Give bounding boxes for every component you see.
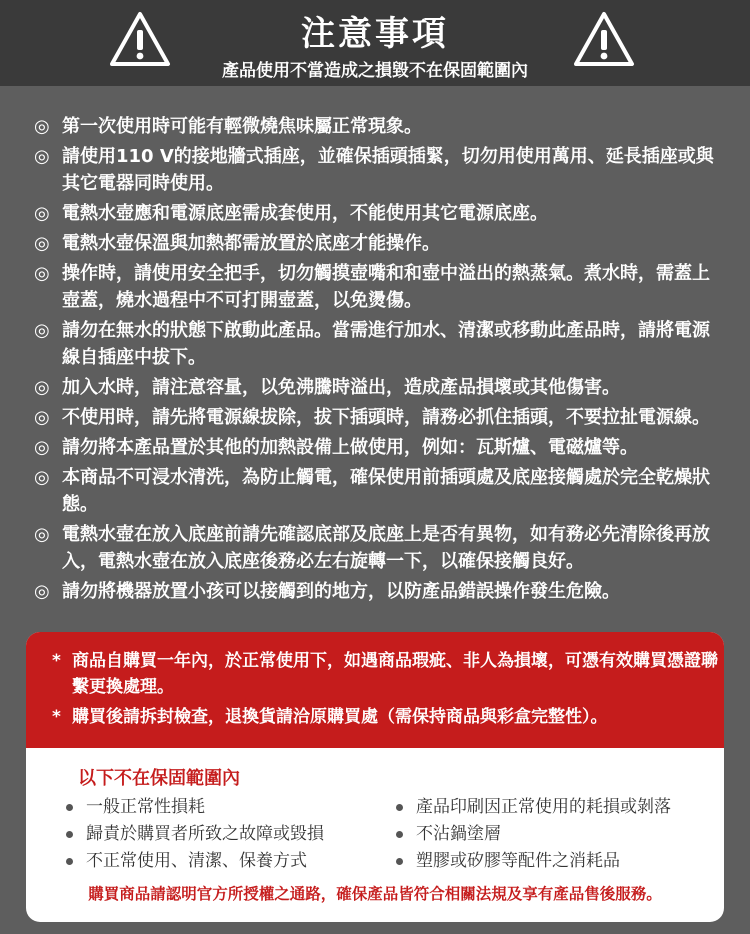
circle-bullet-icon: ◎	[34, 146, 50, 167]
circle-bullet-icon: ◎	[34, 263, 50, 284]
notice-text: 加入水時，請注意容量，以免沸騰時溢出，造成產品損壞或其他傷害。	[62, 377, 620, 398]
notice-text: 電熱水壺保溫與加熱都需放置於底座才能操作。	[62, 233, 440, 254]
footer-notice: 購買商品請認明官方所授權之通路，確保產品皆符合相關法規及享有產品售後服務。	[88, 885, 662, 903]
circle-bullet-icon: ◎	[34, 320, 50, 341]
notice-item	[34, 230, 724, 257]
notice-text: 第一次使用時可能有輕微燒焦味屬正常現象。	[62, 116, 422, 137]
circle-bullet-icon: ◎	[34, 233, 50, 254]
circle-bullet-icon: ◎	[34, 437, 50, 458]
asterisk-icon: *	[52, 707, 61, 727]
page-title: 注意事項	[301, 14, 449, 54]
exclusions-title: 以下不在保固範圍內	[78, 768, 240, 789]
circle-bullet-icon: ◎	[34, 377, 50, 398]
notice-text: 請使用110 V的接地牆式插座，並確保插頭插緊，切勿用使用萬用、延長插座或與其它電器同時使用。	[62, 146, 714, 194]
notice-item	[34, 143, 724, 197]
notice-item	[34, 464, 724, 518]
notice-text: 操作時，請使用安全把手，切勿觸摸壺嘴和和壺中溢出的熱蒸氣。煮水時，需蓋上壺蓋，燒水過程中不可打開壺蓋，以免燙傷。	[62, 263, 710, 311]
notice-text: 請勿將機器放置小孩可以接觸到的地方，以防產品錯誤操作發生危險。	[62, 581, 620, 602]
notice-item	[34, 317, 724, 371]
warranty-box	[26, 632, 724, 748]
circle-bullet-icon: ◎	[34, 467, 50, 488]
notice-item	[34, 434, 724, 461]
warranty-panel	[26, 632, 724, 922]
list-item: 產品印刷因正常使用的耗損或剝落	[394, 794, 671, 821]
list-item: 塑膠或矽膠等配件之消耗品	[394, 848, 671, 875]
exclusions-list-right	[394, 794, 671, 875]
notice-item	[34, 113, 724, 140]
circle-bullet-icon: ◎	[34, 407, 50, 428]
circle-bullet-icon: ◎	[34, 203, 50, 224]
warranty-line	[52, 648, 724, 700]
notice-text: 不使用時，請先將電源線拔除，拔下插頭時，請務必抓住插頭，不要拉扯電源線。	[62, 407, 710, 428]
list-item: 不沾鍋塗層	[394, 821, 671, 848]
warranty-text: 購買後請拆封檢查，退換貨請洽原購買處（需保持商品與彩盒完整性）。	[72, 707, 608, 727]
notice-text: 電熱水壺在放入底座前請先確認底部及底座上是否有異物，如有務必先清除後再放入，電熱水壺在放入底座後務必左右旋轉一下，以確保接觸良好。	[62, 524, 710, 572]
notice-item	[34, 260, 724, 314]
warning-triangle-icon	[572, 10, 636, 68]
notice-item	[34, 200, 724, 227]
header-bar	[0, 0, 750, 86]
notice-list	[34, 113, 724, 608]
warranty-line	[52, 704, 724, 730]
list-item: 歸責於購買者所致之故障或毀損	[64, 821, 324, 848]
warranty-text: 商品自購買一年內，於正常使用下，如遇商品瑕疵、非人為損壞，可憑有效購買憑證聯繫更換處理。	[72, 651, 718, 697]
notice-text: 電熱水壺應和電源底座需成套使用，不能使用其它電源底座。	[62, 203, 548, 224]
notice-item	[34, 578, 724, 605]
notice-text: 請勿將本產品置於其他的加熱設備上做使用，例如：瓦斯爐、電磁爐等。	[62, 437, 638, 458]
notice-text: 請勿在無水的狀態下啟動此產品。當需進行加水、清潔或移動此產品時，請將電源線自插座中拔下。	[62, 320, 710, 368]
notice-item	[34, 521, 724, 575]
list-item: 一般正常性損耗	[64, 794, 324, 821]
notice-item	[34, 404, 724, 431]
circle-bullet-icon: ◎	[34, 581, 50, 602]
asterisk-icon: *	[52, 651, 61, 671]
notice-text: 本商品不可浸水清洗，為防止觸電，確保使用前插頭處及底座接觸處於完全乾燥狀態。	[62, 467, 710, 515]
page-subtitle: 產品使用不當造成之損毀不在保固範圍內	[222, 61, 528, 81]
notice-item	[34, 374, 724, 401]
circle-bullet-icon: ◎	[34, 116, 50, 137]
circle-bullet-icon: ◎	[34, 524, 50, 545]
exclusions-list-left	[64, 794, 324, 875]
list-item: 不正常使用、清潔、保養方式	[64, 848, 324, 875]
